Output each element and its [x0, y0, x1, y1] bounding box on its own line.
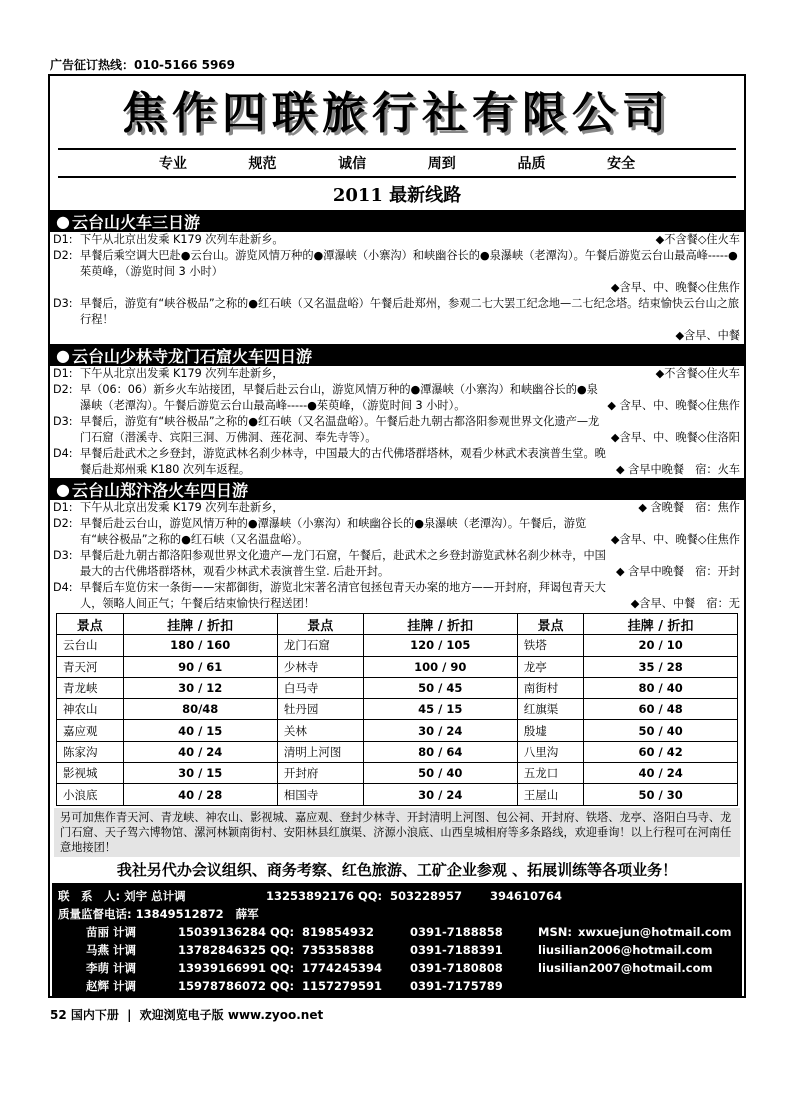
staff-tel: 0391-7180808: [410, 960, 503, 975]
staff-tel: 0391-7175789: [410, 978, 503, 993]
staff-qq: 1157279591: [302, 978, 383, 993]
extra-routes-note: 另可加焦作青天河、青龙峡、神农山、影视城、嘉应观、登封少林寺、开封清明上河图、包公祠、开封府、铁塔、龙亭、洛阳白马寺、龙门石窟、天子驾六博物馆、漯河林颖南街村、安阳林县红旗渠、济源小浪底、山西皇城相府等多条路线，欢迎垂询！以上行程可在河南任意地接团！: [54, 808, 740, 857]
price-value: 50 / 40: [363, 763, 517, 784]
services-banner: 我社另代办会议组织、商务考察、红色旅游、工矿企业参观 、拓展训练等各项业务！: [116, 860, 678, 879]
staff-qq: 819854932: [302, 924, 375, 939]
price-value: 30 / 15: [123, 763, 277, 784]
column-header: 挂牌 / 折扣: [584, 614, 738, 635]
section-name: 国内下册: [70, 1008, 119, 1022]
price-value: 80 / 40: [584, 677, 738, 698]
staff-mobile: 15039136284: [178, 924, 267, 939]
price-value: 60 / 48: [584, 699, 738, 720]
itinerary-day: [50, 232, 744, 248]
contact-block: [52, 883, 742, 998]
ad-frame: [48, 74, 746, 998]
day-note: ◆不含餐◇住火车: [655, 233, 740, 246]
page-number: 52: [50, 1008, 67, 1022]
page-footer: [50, 1006, 323, 1023]
route-title: 云台山火车三日游: [71, 212, 200, 232]
contact-row-staff: [58, 977, 736, 995]
attraction-name: 神农山: [57, 699, 124, 720]
day-text: 早餐后赴云台山，游览风情万种的●潭瀑峡（小寨沟）和峡幽谷长的●泉瀑峡（老潭沟）。午餐后，游览有“峡谷极品”之称的●红石峡（又名温盘峪）。: [80, 517, 587, 546]
route-title: 云台山郑汴洛火车四日游: [71, 480, 248, 500]
staff-msn: liusilian2006@hotmail.com: [538, 942, 713, 957]
itinerary-day: [50, 296, 744, 344]
staff-tel: 0391-7188858: [410, 924, 503, 939]
contact-label: 联 系 人:: [58, 888, 121, 903]
staff-mobile: 13939166991: [178, 960, 267, 975]
contact-label: 质量监督电话:: [58, 906, 132, 921]
day-text: 早餐后，游览有“峡谷极品”之称的●红石峡（又名温盘峪）。午餐后赴九朝古都洛阳参观世界文化遗产—龙门石窟（潜溪寺、宾阳三洞、万佛洞、莲花洞、奉先寺等）。: [80, 415, 600, 444]
itinerary-day: [50, 414, 744, 446]
route-title-bar: [50, 478, 744, 500]
day-label: D1:: [53, 367, 73, 380]
contact-row-staff: [58, 959, 736, 977]
itinerary-day: [50, 382, 744, 414]
day-text: 下午从北京出发乘 K179 次列车赴新乡，: [80, 501, 284, 514]
price-value: 40 / 28: [123, 784, 277, 805]
attraction-name: 牡丹园: [277, 699, 363, 720]
attraction-name: 红旗渠: [517, 699, 584, 720]
price-value: 120 / 105: [363, 635, 517, 656]
price-value: 30 / 12: [123, 677, 277, 698]
staff-name: 苗丽 计调: [86, 924, 137, 939]
day-note: ◆ 含早中晚餐 宿：火车: [615, 463, 740, 476]
day-text: 早餐后乘空调大巴赴●云台山。游览风情万种的●潭瀑峡（小寨沟）和峡幽谷长的●泉瀑峡（老潭沟）。午餐后游览云台山最高峰-----●茱萸峰，（游览时间 3 小时）: [80, 249, 738, 278]
staff-mobile: 15978786072: [178, 978, 267, 993]
price-value: 30 / 24: [363, 720, 517, 741]
day-note: ◆不含餐◇住火车: [655, 367, 740, 380]
staff-qq: 1774245394: [302, 960, 383, 975]
price-value: 50 / 40: [584, 720, 738, 741]
attraction-name: 八里沟: [517, 741, 584, 762]
slogan: 品质: [517, 156, 546, 172]
contact-row-staff: [58, 995, 736, 998]
day-label: D1:: [53, 501, 73, 514]
itinerary-day: [50, 446, 744, 478]
qq-label: QQ:: [270, 942, 295, 957]
itinerary-day: [50, 366, 744, 382]
qq-label: QQ:: [358, 888, 383, 903]
staff-msn: liusilian2007@hotmail.com: [538, 960, 713, 975]
day-label: D2:: [53, 249, 73, 262]
staff-mobile: 13782846325: [178, 942, 267, 957]
website: www.zyoo.net: [227, 1008, 324, 1022]
attraction-name: 南街村: [517, 677, 584, 698]
day-note: ◆含早、中餐 宿：无: [630, 597, 740, 610]
price-value: 100 / 90: [363, 656, 517, 677]
staff-mobile: [178, 995, 266, 998]
slogan-bar: [58, 148, 736, 178]
day-note: ◆含早、中餐: [675, 329, 740, 342]
column-header: 景点: [517, 614, 584, 635]
day-note: ◆ 含早、中、晚餐◇住焦作: [607, 399, 740, 412]
price-value: 60 / 42: [584, 741, 738, 762]
qq-label: QQ:: [270, 978, 295, 993]
day-label: D1:: [53, 233, 73, 246]
day-note: ◆ 含早中晚餐 宿：开封: [615, 565, 740, 578]
table-row: [57, 741, 738, 762]
slogan: 专业: [158, 156, 187, 172]
price-table-header: [57, 614, 738, 635]
staff-qq: 735358388: [302, 942, 375, 957]
attraction-name: 相国寺: [277, 784, 363, 805]
contact-qq: 503228957: [390, 888, 463, 903]
column-header: 挂牌 / 折扣: [363, 614, 517, 635]
slogan: 规范: [248, 156, 277, 172]
table-row: [57, 720, 738, 741]
contact-qq-2: 394610764: [490, 888, 563, 903]
attraction-name: 清明上河图: [277, 741, 363, 762]
contact-phone: 13253892176: [266, 888, 355, 903]
staff-name: 李萌 计调: [86, 960, 137, 975]
staff-name: [86, 995, 136, 998]
itinerary-day: [50, 580, 744, 612]
column-header: 景点: [57, 614, 124, 635]
route-title-bar: [50, 344, 744, 366]
attraction-name: 嘉应观: [57, 720, 124, 741]
day-label: D2:: [53, 383, 73, 396]
day-label: D2:: [53, 517, 73, 530]
table-row: [57, 699, 738, 720]
price-value: 90 / 61: [123, 656, 277, 677]
price-value: 180 / 160: [123, 635, 277, 656]
table-row: [57, 784, 738, 805]
attraction-name: 青天河: [57, 656, 124, 677]
contact-row-main: [58, 887, 736, 905]
staff-tel: 0391-7188391: [410, 942, 503, 957]
table-row: [57, 635, 738, 656]
price-value: 50 / 30: [584, 784, 738, 805]
separator: |: [127, 1008, 132, 1022]
price-value: 40 / 24: [123, 741, 277, 762]
day-note: ◆含早、中、晚餐◇住焦作: [610, 533, 740, 546]
contact-row-staff: [58, 941, 736, 959]
day-label: D3:: [53, 415, 73, 428]
msn-label: MSN:: [538, 924, 572, 939]
day-label: D4:: [53, 447, 73, 460]
staff-name: 马燕 计调: [86, 942, 137, 957]
attraction-name: 王屋山: [517, 784, 584, 805]
attraction-name: 五龙口: [517, 763, 584, 784]
contact-row-staff: [58, 923, 736, 941]
qq-label: QQ:: [270, 960, 295, 975]
price-table: [56, 613, 738, 806]
attraction-name: 白马寺: [277, 677, 363, 698]
column-header: 景点: [277, 614, 363, 635]
day-text: 早餐后赴武术之乡登封，游览武林名刹少林寺，中国最大的古代佛塔群塔林，观看少林武术表演普生堂。晚餐后赴郑州乘 K180 次列车返程。: [80, 447, 606, 476]
attraction-name: 云台山: [57, 635, 124, 656]
welcome-text: 欢迎浏览电子版: [139, 1008, 224, 1022]
price-value: 35 / 28: [584, 656, 738, 677]
attraction-name: 铁塔: [517, 635, 584, 656]
day-text: 早餐后赴九朝古都洛阳参观世界文化遗产—龙门石窟，午餐后，赴武术之乡登封游览武林名刹少林寺，中国最大的古代佛塔群塔林，观看少林武术表演普生堂. 后赴开封。: [80, 549, 606, 578]
contact-phone: 13849512872: [135, 906, 224, 921]
attraction-name: 小浪底: [57, 784, 124, 805]
price-value: 20 / 10: [584, 635, 738, 656]
route-title-bar: [50, 210, 744, 232]
day-text: 早餐后，游览有“峡谷极品”之称的●红石峡（又名温盘峪）午餐后赴郑州，参观二七大罢工纪念地—二七纪念塔。结束愉快云台山之旅行程！: [80, 297, 740, 326]
table-row: [57, 763, 738, 784]
column-header: 挂牌 / 折扣: [123, 614, 277, 635]
attraction-name: 陈家沟: [57, 741, 124, 762]
price-value: 40 / 24: [584, 763, 738, 784]
attraction-name: 龙门石窟: [277, 635, 363, 656]
bullet-icon: ●: [56, 211, 70, 231]
year-title: 2011 最新线路: [332, 185, 462, 206]
staff-qq: [302, 995, 382, 998]
price-value: 50 / 45: [363, 677, 517, 698]
itinerary-day: [50, 500, 744, 516]
bullet-icon: ●: [56, 345, 70, 365]
price-value: 45 / 15: [363, 699, 517, 720]
day-label: D3:: [53, 549, 73, 562]
day-note: ◆含早、中、晚餐◇住焦作: [610, 281, 740, 294]
itinerary-day: [50, 248, 744, 296]
itinerary-day: [50, 548, 744, 580]
day-text: 下午从北京出发乘 K179 次列车赴新乡，: [80, 367, 284, 380]
table-row: [57, 677, 738, 698]
contact-name: 薛军: [235, 906, 259, 921]
slogan: 周到: [427, 156, 456, 172]
qq-label: QQ:: [270, 924, 295, 939]
staff-name: 赵辉 计调: [86, 978, 137, 993]
price-value: 30 / 24: [363, 784, 517, 805]
contact-row-supervise: [58, 905, 736, 923]
route-title: 云台山少林寺龙门石窟火车四日游: [71, 346, 312, 366]
bullet-icon: ●: [56, 479, 70, 499]
attraction-name: 青龙峡: [57, 677, 124, 698]
staff-tel: [410, 995, 503, 998]
day-note: ◆ 含晚餐 宿：焦作: [638, 501, 740, 514]
slogan: 安全: [607, 156, 636, 172]
slogan: 诚信: [338, 156, 367, 172]
contact-name: 刘宇 总计调: [124, 888, 186, 903]
price-value: 80/48: [123, 699, 277, 720]
day-text: 早（06：06）新乡火车站接团，早餐后赴云台山，游览风情万种的●潭瀑峡（小寨沟）和峡幽谷长的●泉瀑峡（老潭沟）。午餐后游览云台山最高峰-----●茱萸峰，（游览时间 3 小时）。: [80, 383, 598, 412]
company-name: 焦作四联旅行社有限公司: [122, 88, 672, 139]
price-value: 80 / 64: [363, 741, 517, 762]
day-label: D3:: [53, 297, 73, 310]
attraction-name: 开封府: [277, 763, 363, 784]
day-text: 早餐后车览仿宋一条街——宋都御街，游览北宋著名清官包拯包青天办案的地方——开封府，拜谒包青天大人，领略人间正气；午餐后结束愉快行程送团！: [80, 581, 606, 610]
ad-hotline: 广告征订热线：010-5166 5969: [50, 58, 236, 72]
qq-label: [270, 995, 294, 998]
itinerary-day: [50, 516, 744, 548]
attraction-name: 影视城: [57, 763, 124, 784]
attraction-name: 龙亭: [517, 656, 584, 677]
attraction-name: 殷墟: [517, 720, 584, 741]
day-text: 下午从北京出发乘 K179 次列车赴新乡。: [80, 233, 284, 246]
day-note: ◆含早、中、晚餐◇住洛阳: [610, 431, 740, 444]
attraction-name: 关林: [277, 720, 363, 741]
staff-msn: xwxuejun@hotmail.com: [578, 924, 732, 939]
day-label: D4:: [53, 581, 73, 594]
price-value: 40 / 15: [123, 720, 277, 741]
table-row: [57, 656, 738, 677]
attraction-name: 少林寺: [277, 656, 363, 677]
